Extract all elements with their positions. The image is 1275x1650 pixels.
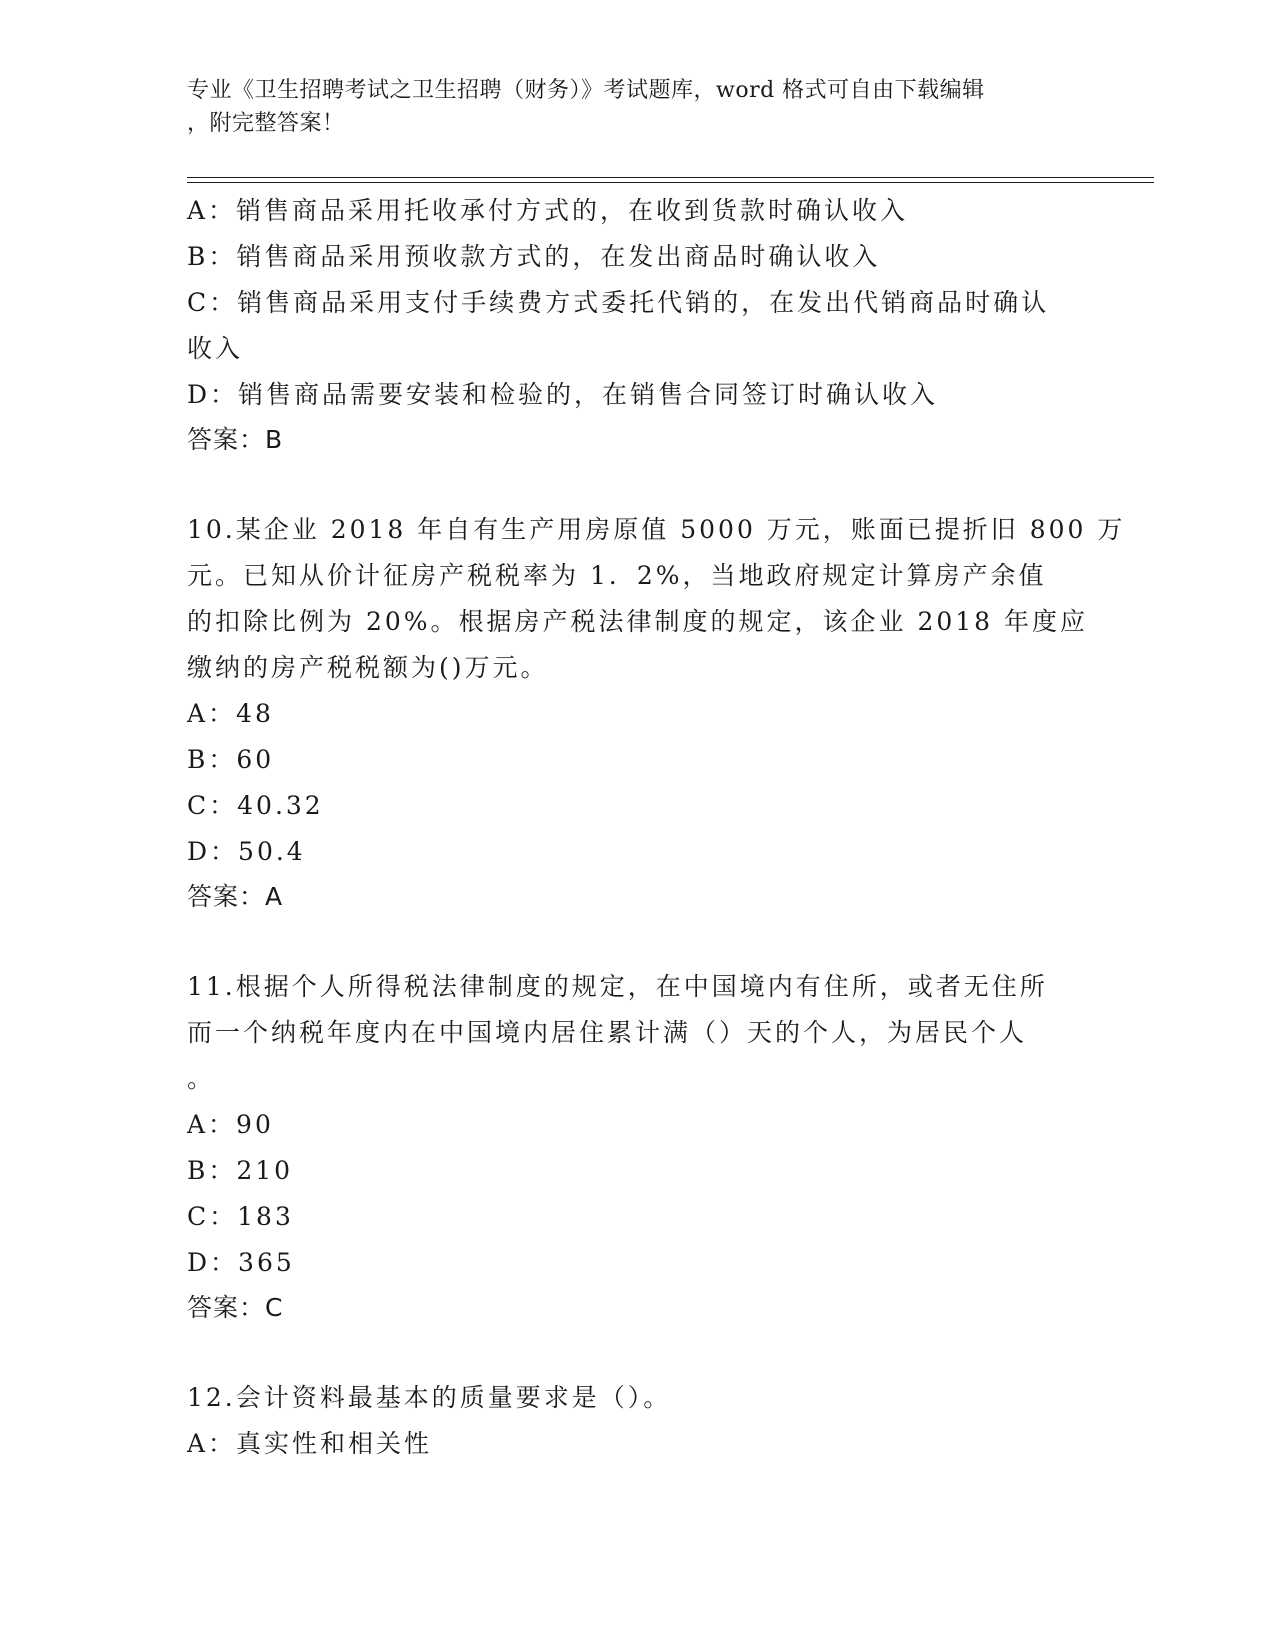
- option-b: B：60: [187, 745, 275, 774]
- question-gap: [187, 1330, 1087, 1375]
- question-stem: 12.会计资料最基本的质量要求是（）。: [187, 1383, 672, 1412]
- question-stem: 元。已知从价计征房产税税率为 1．2%，当地政府规定计算房产余值: [187, 561, 1047, 590]
- question-11: [187, 964, 1087, 1330]
- option-b: B：销售商品采用预收款方式的，在发出商品时确认收入: [187, 242, 881, 271]
- option-c: C：183: [187, 1202, 294, 1231]
- question-stem: 10.某企业 2018 年自有生产用房原值 5000 万元，账面已提折旧 800 万: [187, 515, 1126, 544]
- option-a: A：销售商品采用托收承付方式的，在收到货款时确认收入: [187, 196, 909, 225]
- question-stem: 缴纳的房产税税额为()万元。: [187, 653, 549, 682]
- question-list: [187, 188, 1126, 1467]
- option-c-continued: 收入: [187, 334, 244, 363]
- option-d: D：销售商品需要安装和检验的，在销售合同签订时确认收入: [187, 380, 939, 409]
- question-10: [187, 507, 1126, 919]
- option-c: C：40.32: [187, 791, 324, 820]
- question-stem: 而一个纳税年度内在中国境内居住累计满（）天的个人，为居民个人: [187, 1018, 1028, 1047]
- option-d: D：365: [187, 1248, 295, 1277]
- header-line-2: ，附完整答案！: [187, 111, 345, 136]
- header-line-1: 专业《卫生招聘考试之卫生招聘（财务）》考试题库，word 格式可自由下载编辑: [187, 78, 985, 103]
- answer: 答案：C: [187, 1293, 284, 1322]
- question-9: [187, 188, 1087, 462]
- header-rule-top: [187, 177, 1154, 178]
- header-rule-bottom: [187, 182, 1154, 183]
- question-gap: [187, 919, 1087, 964]
- option-a: A：真实性和相关性: [187, 1429, 433, 1458]
- option-a: A：48: [187, 699, 274, 728]
- question-stem: 的扣除比例为 20%。根据房产税法律制度的规定，该企业 2018 年度应: [187, 607, 1089, 636]
- option-a: A：90: [187, 1110, 274, 1139]
- option-c: C：销售商品采用支付手续费方式委托代销的，在发出代销商品时确认: [187, 288, 1050, 317]
- question-12: [187, 1375, 1087, 1467]
- option-d: D：50.4: [187, 837, 306, 866]
- answer: 答案：B: [187, 425, 284, 454]
- question-gap: [187, 462, 1087, 507]
- question-stem: 。: [187, 1064, 216, 1093]
- question-stem: 11.根据个人所得税法律制度的规定，在中国境内有住所，或者无住所: [187, 972, 1048, 1001]
- option-b: B：210: [187, 1156, 294, 1185]
- document-header: [187, 74, 1067, 140]
- answer: 答案：A: [187, 882, 284, 911]
